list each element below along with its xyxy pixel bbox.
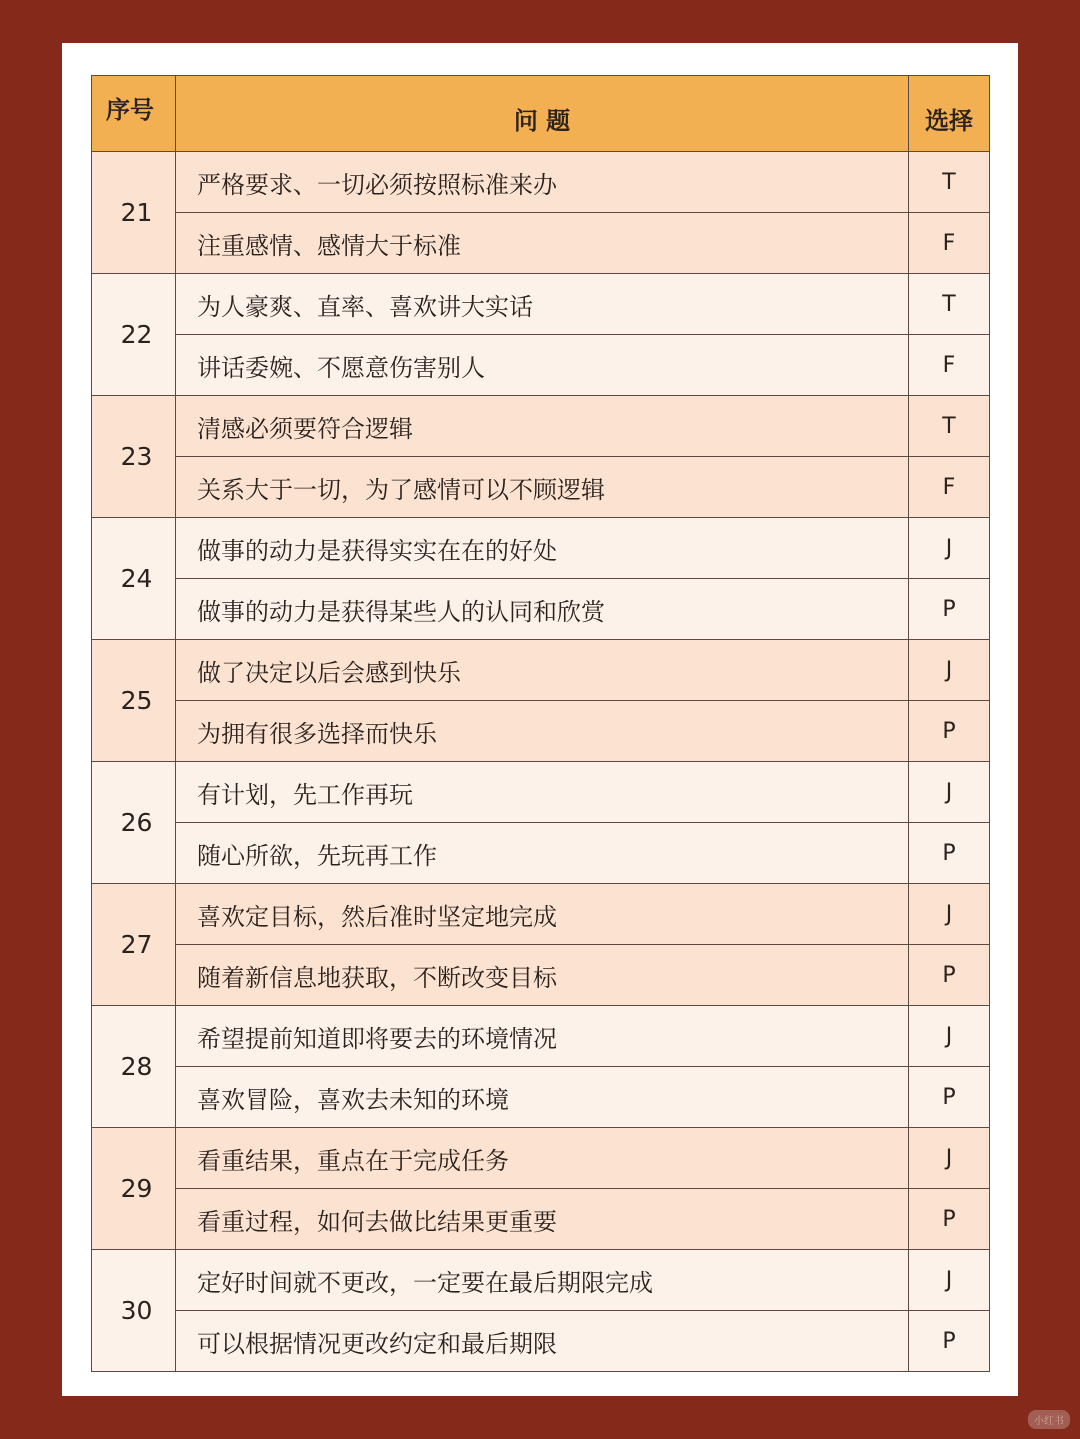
question-text: 为人豪爽、直率、喜欢讲大实话 — [176, 274, 909, 335]
table-row — [92, 518, 990, 579]
question-number: 21 — [92, 152, 176, 274]
choice-letter: P — [909, 823, 990, 884]
choice-letter: F — [909, 335, 990, 396]
choice-letter: P — [909, 701, 990, 762]
table-row — [92, 884, 990, 945]
question-text: 有计划，先工作再玩 — [176, 762, 909, 823]
table-row — [92, 1006, 990, 1067]
question-number: 26 — [92, 762, 176, 884]
question-number: 23 — [92, 396, 176, 518]
question-number: 25 — [92, 640, 176, 762]
choice-letter: J — [909, 1006, 990, 1067]
choice-letter: J — [909, 640, 990, 701]
question-text: 做了决定以后会感到快乐 — [176, 640, 909, 701]
question-text: 看重结果，重点在于完成任务 — [176, 1128, 909, 1189]
question-text: 定好时间就不更改，一定要在最后期限完成 — [176, 1250, 909, 1311]
table-row — [92, 701, 990, 762]
question-number: 30 — [92, 1250, 176, 1372]
question-table — [91, 75, 990, 1372]
choice-letter: T — [909, 396, 990, 457]
question-text: 希望提前知道即将要去的环境情况 — [176, 1006, 909, 1067]
choice-letter: T — [909, 274, 990, 335]
question-text: 为拥有很多选择而快乐 — [176, 701, 909, 762]
table-row — [92, 1067, 990, 1128]
question-text: 可以根据情况更改约定和最后期限 — [176, 1311, 909, 1372]
question-number: 22 — [92, 274, 176, 396]
table-row — [92, 396, 990, 457]
table-row — [92, 152, 990, 213]
choice-letter: J — [909, 518, 990, 579]
table-row — [92, 1311, 990, 1372]
choice-letter: P — [909, 1067, 990, 1128]
question-text: 关系大于一切，为了感情可以不顾逻辑 — [176, 457, 909, 518]
choice-letter: J — [909, 762, 990, 823]
choice-letter: T — [909, 152, 990, 213]
question-text: 讲话委婉、不愿意伤害别人 — [176, 335, 909, 396]
question-text: 喜欢定目标，然后准时坚定地完成 — [176, 884, 909, 945]
table-row — [92, 640, 990, 701]
question-number: 29 — [92, 1128, 176, 1250]
question-text: 做事的动力是获得某些人的认同和欣赏 — [176, 579, 909, 640]
choice-letter: J — [909, 884, 990, 945]
choice-letter: P — [909, 1189, 990, 1250]
question-text: 做事的动力是获得实实在在的好处 — [176, 518, 909, 579]
choice-letter: J — [909, 1250, 990, 1311]
question-number: 27 — [92, 884, 176, 1006]
table-row — [92, 1250, 990, 1311]
question-text: 随着新信息地获取，不断改变目标 — [176, 945, 909, 1006]
table-row — [92, 762, 990, 823]
question-text: 随心所欲，先玩再工作 — [176, 823, 909, 884]
choice-letter: P — [909, 945, 990, 1006]
choice-letter: P — [909, 1311, 990, 1372]
table-header-row — [92, 76, 990, 152]
table-row — [92, 335, 990, 396]
table-row — [92, 457, 990, 518]
choice-letter: P — [909, 579, 990, 640]
question-number: 28 — [92, 1006, 176, 1128]
question-number: 24 — [92, 518, 176, 640]
question-text: 看重过程，如何去做比结果更重要 — [176, 1189, 909, 1250]
question-text: 注重感情、感情大于标准 — [176, 213, 909, 274]
question-text: 清感必须要符合逻辑 — [176, 396, 909, 457]
table-row — [92, 823, 990, 884]
question-text: 严格要求、一切必须按照标准来办 — [176, 152, 909, 213]
header-choice: 选择 — [909, 76, 990, 152]
table-row — [92, 945, 990, 1006]
question-text: 喜欢冒险，喜欢去未知的环境 — [176, 1067, 909, 1128]
watermark-logo: 小红书 — [1028, 1410, 1070, 1429]
table-row — [92, 579, 990, 640]
table-row — [92, 1128, 990, 1189]
choice-letter: J — [909, 1128, 990, 1189]
header-number: 序号 — [92, 76, 176, 152]
table-row — [92, 1189, 990, 1250]
header-question: 问 题 — [176, 76, 909, 152]
table-row — [92, 213, 990, 274]
choice-letter: F — [909, 457, 990, 518]
choice-letter: F — [909, 213, 990, 274]
table-row — [92, 274, 990, 335]
